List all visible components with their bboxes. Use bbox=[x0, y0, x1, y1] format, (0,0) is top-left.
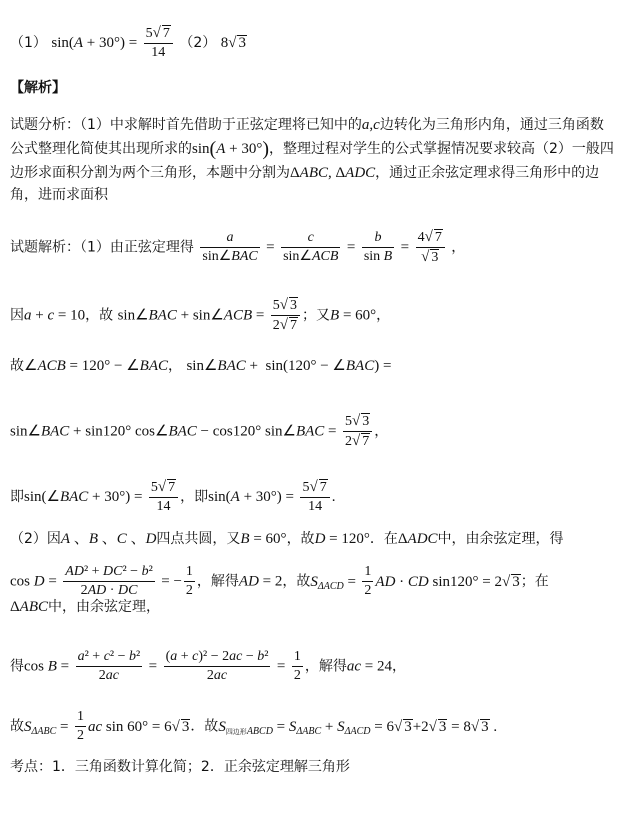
analysis-text: ，整理过程对学生的公式掌握情况要求较高（2）一般四 bbox=[269, 141, 614, 157]
analysis-line-1 bbox=[10, 115, 622, 135]
solution-text: 中，由余弦定理，得 bbox=[437, 531, 564, 547]
solution-text: 中，由余弦定理， bbox=[48, 599, 160, 615]
analysis-math: a,c bbox=[361, 117, 380, 133]
fraction: $\frac{1}{2}$ bbox=[185, 564, 193, 598]
answer-fraction: $\frac{5√ 7}{14}$ bbox=[144, 24, 173, 62]
solution-line-3: 故∠ACB = 120° − ∠BAC， sin∠BAC + sin(120° − ∠BAC) = bbox=[10, 358, 392, 374]
solution-text: （2）因 bbox=[10, 531, 61, 547]
fraction: $\frac{a}{\text{sin∠BAC}}$ bbox=[202, 230, 258, 264]
analysis-math: sin(A + 30°) bbox=[192, 138, 269, 160]
solution-line-1: 试题解析：（1）由正弦定理得 $\frac{a}{\text{sin∠BAC}}$ = $\frac{c}{\text{sin∠ACB}}$ = $\frac{b}{\text{sin B}}$ = $\frac{4√ 7}{√ 3}$ ， bbox=[10, 229, 466, 265]
analysis-text: 边转化为三角形内角，通过三角函数 bbox=[379, 117, 604, 133]
fraction: $\frac{1}{2}$ bbox=[293, 649, 301, 683]
solution-line-4: sin∠BAC + sin120° cos∠BAC − cos120° sin∠BAC = $\frac{5√ 3}{2√ 7}$ ， bbox=[10, 413, 389, 449]
solution-text: 故 bbox=[10, 358, 24, 374]
solution-text: 试题解析：（1）由正弦定理得 bbox=[10, 239, 194, 256]
analysis-math: ΔABC, ΔADC bbox=[290, 165, 376, 181]
solution-line-8: ΔABC中，由余弦定理， bbox=[10, 599, 160, 615]
solution-line-9: 得cos B = $\frac{\text{a² + c² − b²}}{2ac}$ = $\frac{\text{(a + c)² − 2ac − b²}}{2ac}$ = $\frac{1}{2}$ ，解得ac = 24， bbox=[10, 649, 406, 683]
analysis-text: ，通过正余弦定理求得三角形中的边 bbox=[375, 165, 600, 181]
fraction: $\frac{5√ 3}{2√ 7}$ bbox=[343, 412, 372, 451]
solution-line-5: 即sin(∠BAC + 30°) = $\frac{5√ 7}{14}$ ，即sin(A + 30°) = $\frac{5√ 7}{14}$ . bbox=[10, 479, 336, 514]
solution-text: ，即 bbox=[180, 489, 209, 505]
solution-text: ；又 bbox=[302, 307, 331, 324]
solution-text: 四点共圆，又 bbox=[156, 531, 241, 547]
subscript-quadrilateral: 四边形 bbox=[225, 727, 247, 736]
solution-text: ．在 bbox=[369, 531, 398, 547]
analysis-text: 试题分析：（1）中求解时首先借助于正弦定理将已知中的 bbox=[10, 117, 362, 133]
solution-text: ，故 bbox=[286, 531, 315, 547]
solution-line-2: 因a + c = 10，故 sin∠BAC + sin∠ACB = $\frac{5√ 3}{2√ 7}$ ；又B = 60°， bbox=[10, 297, 391, 333]
analysis-text: 边形求面积分割为两个三角形，本题中分割为 bbox=[10, 165, 290, 181]
solution-text: ，故 bbox=[282, 573, 311, 590]
solution-line-6: （2）因A 、B 、C 、D四点共圆，又B = 60°，故D = 120°．在ΔADC中，由余弦定理，得 bbox=[10, 531, 564, 547]
solution-text: ，解得 bbox=[304, 658, 347, 675]
solution-text: ，故 bbox=[85, 307, 114, 324]
answer-part2-value: 8√ 3 bbox=[220, 35, 246, 51]
solution-text: ，解得 bbox=[196, 573, 239, 590]
fraction: $\frac{1}{2}$ bbox=[364, 564, 372, 598]
answer-part2-label: （2） bbox=[179, 35, 217, 51]
fraction: $\frac{b}{\text{sin B}}$ bbox=[363, 230, 393, 264]
fraction: $\frac{5√ 7}{14}$ bbox=[300, 478, 329, 516]
fraction: $\frac{\text{a² + c² − b²}}{2ac}$ bbox=[77, 649, 141, 683]
fraction: $\frac{c}{\text{sin∠ACB}}$ bbox=[283, 230, 339, 264]
analysis-line-2 bbox=[10, 139, 622, 159]
solution-text: 即 bbox=[10, 489, 24, 505]
fraction: $\frac{5√ 3}{2√ 7}$ bbox=[271, 296, 300, 335]
solution-text: ， bbox=[374, 423, 389, 440]
analysis-text: 公式整理化简使其出现所求的 bbox=[10, 141, 192, 157]
answer-part1-formula: sin(A + 30°) = bbox=[51, 35, 138, 51]
answer-part1-label: （1） bbox=[10, 35, 47, 51]
solution-text: ．故 bbox=[190, 718, 219, 735]
solution-text: 因 bbox=[10, 307, 24, 324]
fraction: $\frac{4√ 7}{√ 3}$ bbox=[416, 228, 445, 267]
fraction: $\frac{5√ 7}{14}$ bbox=[149, 478, 178, 516]
fraction: $\frac{\text{(a + c)² − 2ac − b²}}{2ac}$ bbox=[165, 649, 269, 683]
answer-line bbox=[10, 24, 622, 62]
solution-text: 故 bbox=[10, 718, 24, 735]
solution-text: ；在 bbox=[520, 573, 549, 590]
fraction: $\frac{\text{AD² + DC² − b²}}{2AD \cdot DC}$ bbox=[65, 564, 153, 598]
analysis-line-4: 角，进而求面积 bbox=[10, 187, 108, 203]
key-points: 考点：1．三角函数计算化简；2．正余弦定理解三角形 bbox=[10, 759, 350, 775]
analysis-line-3 bbox=[10, 163, 622, 183]
solution-text: 得 bbox=[10, 658, 24, 675]
fraction: $\frac{1}{2}$ bbox=[76, 709, 84, 743]
solution-line-10: 故$S_{\Delta ABC}$ = $\frac{1}{2}$ ac sin 60° = 6√ 3．故$S_{四边形ABCD} = S_{\Delta ABC} + S_{\Delta ACD} = 6√$ 3+2√ 3 = 8√ 3 . bbox=[10, 709, 498, 743]
solution-line-7: cos D = $\frac{\text{AD² + DC² − b²}}{2AD \cdot DC}$ = − $\frac{1}{2}$ ，解得AD = 2，故$S_{\Delta ACD}$ = $\frac{1}{2}$ AD · CD sin120° = 2√ 3；在 bbox=[10, 564, 549, 598]
analysis-heading: 【解析】 bbox=[10, 80, 66, 96]
